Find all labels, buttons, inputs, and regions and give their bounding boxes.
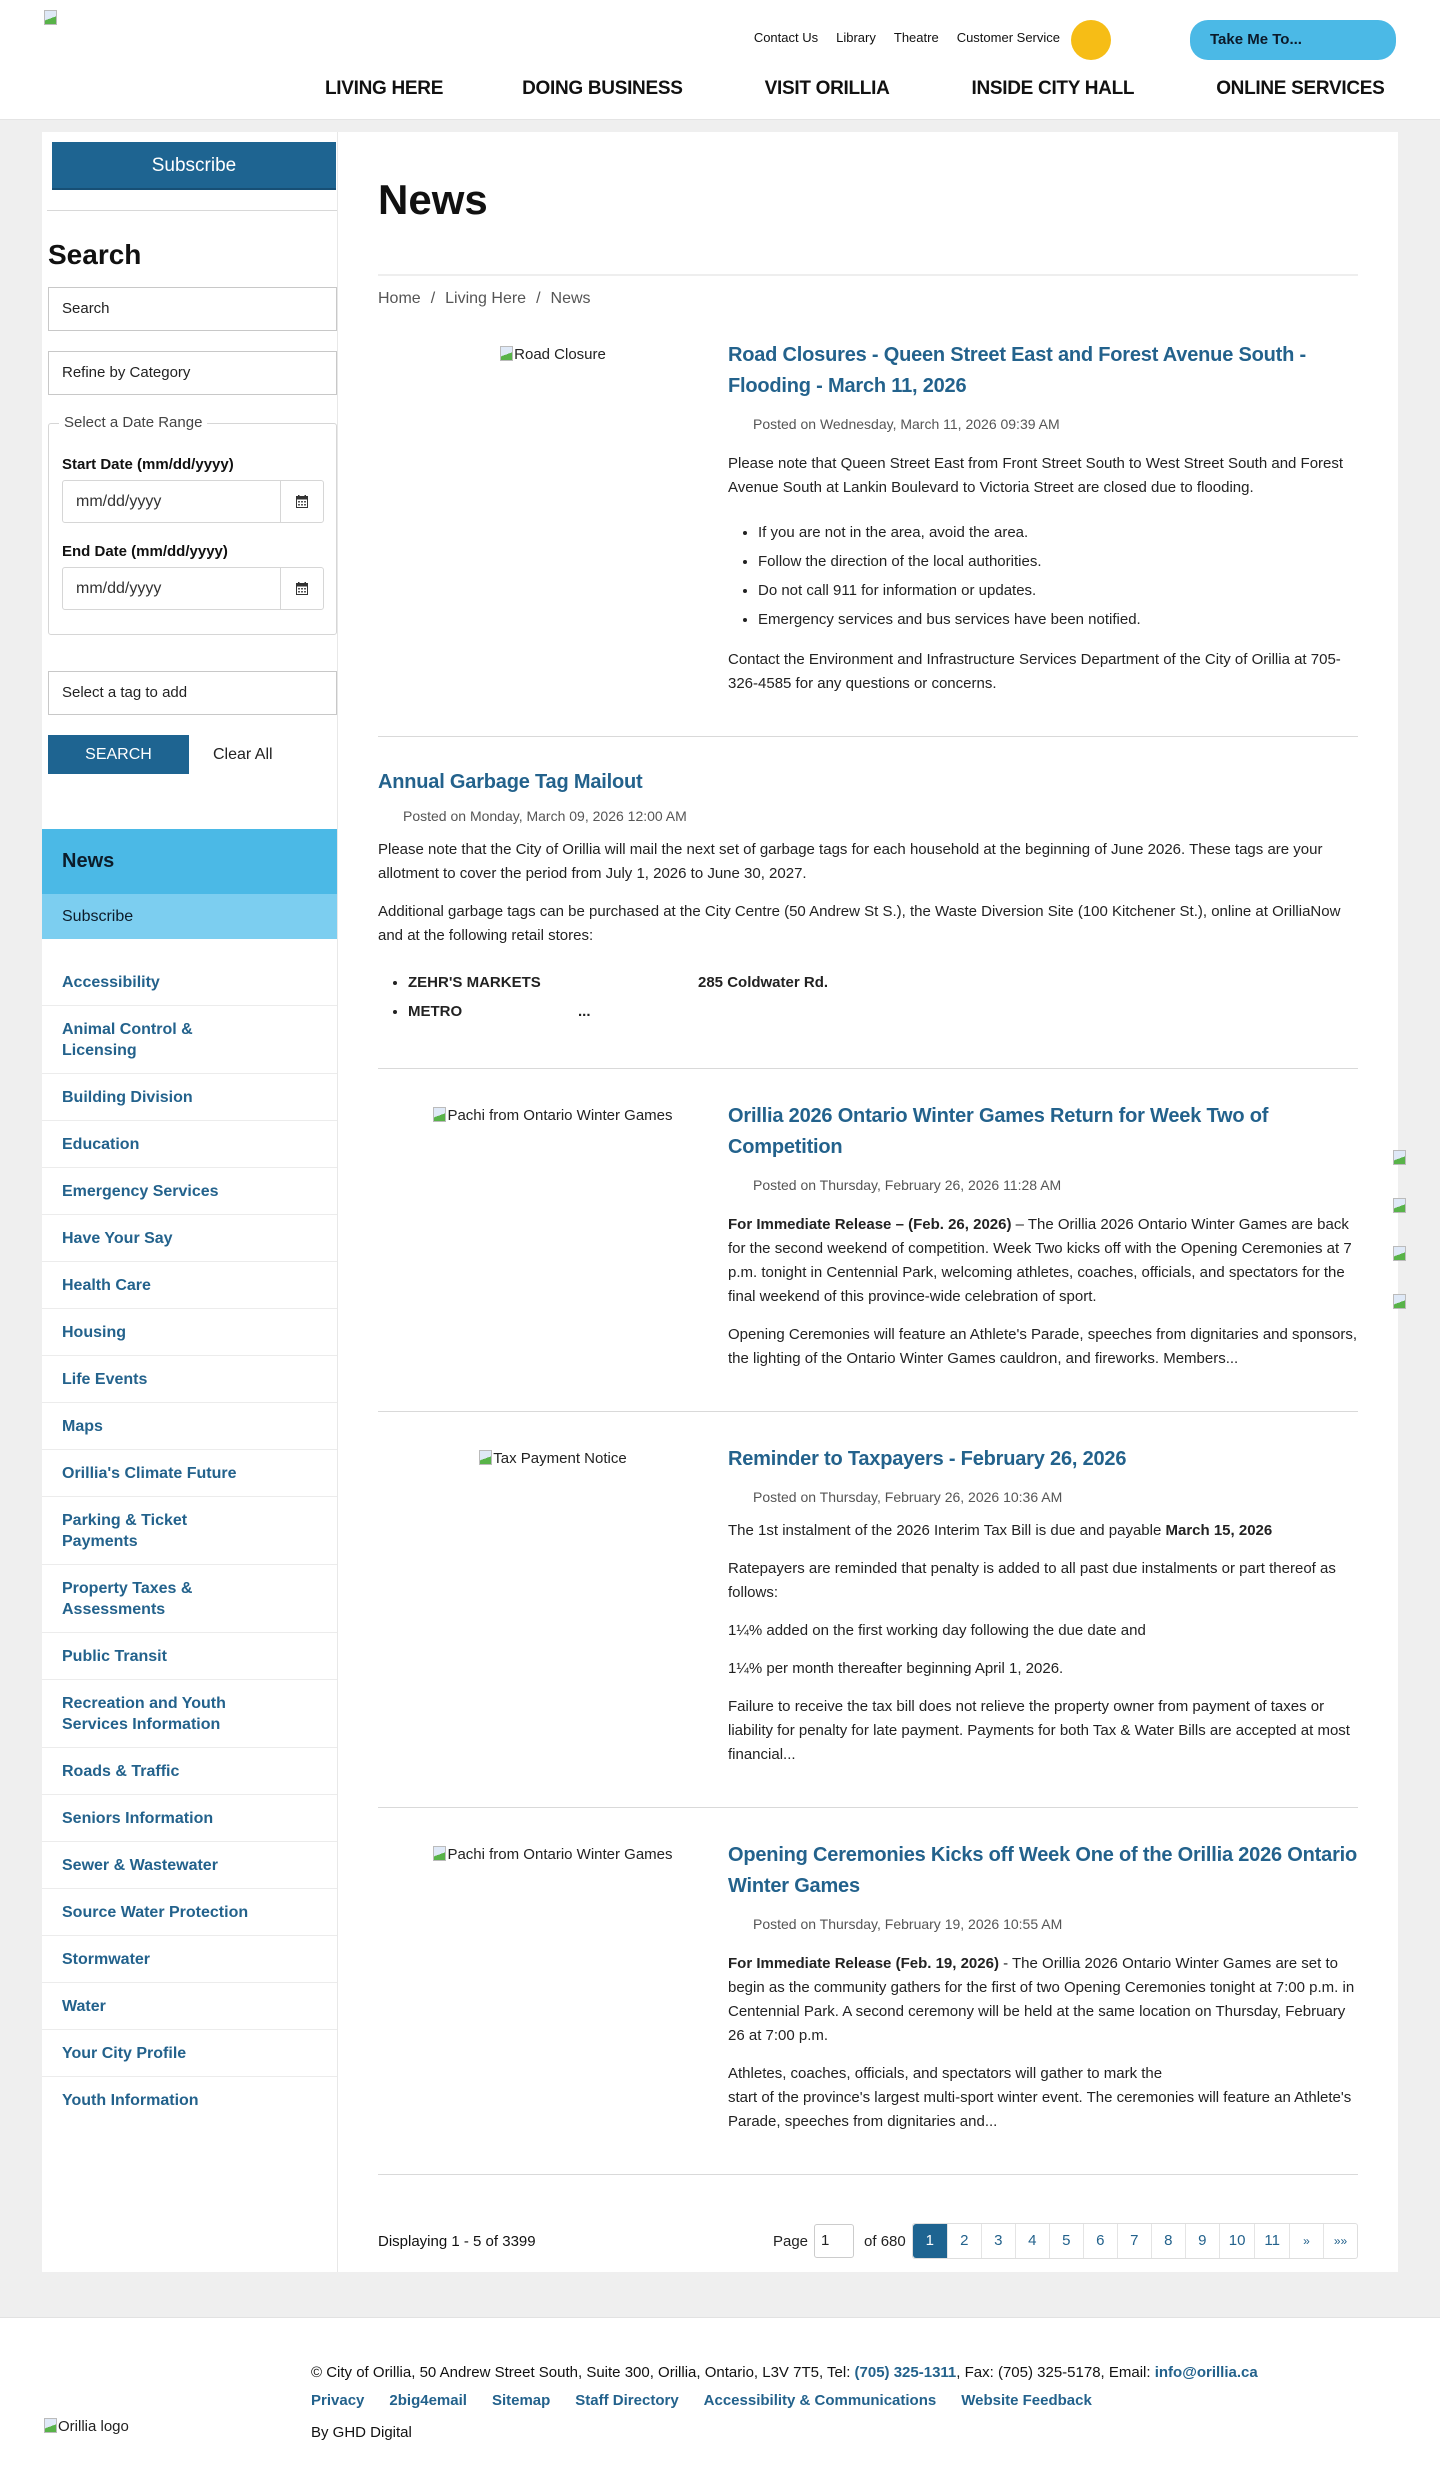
sidebar-item-maps[interactable]: Maps xyxy=(42,1403,337,1450)
article-title-link[interactable]: Orillia 2026 Ontario Winter Games Return for Week Two of Competition xyxy=(728,1105,1269,1158)
end-date-label: End Date (mm/dd/yyyy) xyxy=(62,543,228,560)
nav-doing-business[interactable]: DOING BUSINESS xyxy=(522,78,683,99)
broken-image-icon xyxy=(433,1846,446,1861)
share-icon[interactable] xyxy=(1393,1294,1406,1309)
breadcrumb-separator: / xyxy=(536,290,541,307)
calendar-icon[interactable] xyxy=(280,481,323,522)
article-title-link[interactable]: Road Closures - Queen Street East and Forest Avenue South - Flooding - March 11, 2026 xyxy=(728,344,1306,397)
search-heading: Search xyxy=(48,239,142,270)
sidebar-item-life-events[interactable]: Life Events xyxy=(42,1356,337,1403)
pagination-row xyxy=(378,2223,1358,2259)
sidebar xyxy=(42,132,338,2272)
article-paragraph: Athletes, coaches, officials, and spectators will gather to mark the start of the province's largest multi-sport winter event. The ceremonies will feature an Athlete's Parade, speeches from dignitaries and... xyxy=(728,2065,1352,2130)
list-item: • Do not call 911 for information or updates. xyxy=(758,576,1358,605)
util-link-theatre[interactable]: Theatre xyxy=(893,30,939,45)
util-link-library[interactable]: Library xyxy=(836,30,876,45)
category-select[interactable]: Refine by Category xyxy=(48,351,337,395)
last-page-icon[interactable]: »» xyxy=(1323,2224,1357,2258)
article-paragraph: 1¼% per month thereafter beginning April 1, 2026. xyxy=(728,1660,1064,1677)
sidebar-item-accessibility[interactable]: Accessibility xyxy=(42,959,337,1006)
footer-link-sitemap[interactable]: Sitemap xyxy=(491,2392,551,2409)
article-posted-date: Posted on Thursday, February 26, 2026 10:36 AM xyxy=(753,1489,1063,1505)
footer-logo[interactable]: Orillia logo xyxy=(44,2418,129,2435)
sidebar-item-have-your-say[interactable]: Have Your Say xyxy=(42,1215,337,1262)
breadcrumb-living-here[interactable]: Living Here xyxy=(445,290,527,307)
search-actions xyxy=(48,735,337,774)
start-date-label: Start Date (mm/dd/yyyy) xyxy=(62,456,234,473)
util-link-contact-us[interactable]: Contact Us xyxy=(753,30,819,45)
total-pages-label: of 680 xyxy=(864,2232,906,2250)
article-paragraph: Additional garbage tags can be purchased at the City Centre (50 Andrew St S.), the Waste Diversion Site (100 Kitchener St.), online at OrilliaNow and at the following retail stores: xyxy=(378,903,1341,944)
page-link[interactable]: 11 xyxy=(1254,2224,1289,2258)
footer-link-website-feedback[interactable]: Website Feedback xyxy=(961,2392,1092,2409)
breadcrumb-current: News xyxy=(550,290,591,307)
breadcrumb-home[interactable]: Home xyxy=(378,290,421,307)
page-links xyxy=(912,2223,1358,2259)
page-link[interactable]: 6 xyxy=(1083,2224,1117,2258)
article-paragraph: The 1st instalment of the 2026 Interim Tax Bill is due and payable March 15, 2026 xyxy=(728,1522,1273,1539)
article-paragraph: Failure to receive the tax bill does not relieve the property owner from payment of taxes or liability for penalty for late payment. Payments for both Tax & Water Bills are accepted at most financial... xyxy=(728,1698,1350,1763)
calendar-icon[interactable] xyxy=(280,568,323,609)
sidebar-section-heading[interactable]: News xyxy=(42,829,337,894)
footer-email-link[interactable]: info@orillia.ca xyxy=(1154,2364,1258,2381)
nav-living-here[interactable]: LIVING HERE xyxy=(325,78,444,99)
utility-nav xyxy=(754,30,1060,45)
news-article xyxy=(378,1069,1358,1412)
next-page-icon[interactable]: » xyxy=(1289,2224,1323,2258)
page-link[interactable]: 10 xyxy=(1219,2224,1255,2258)
footer-credit: By GHD Digital xyxy=(311,2424,412,2441)
sidebar-item-sewer-wastewater[interactable]: Sewer & Wastewater xyxy=(42,1842,337,1889)
sidebar-item-parking-ticket-payments[interactable]: Parking & Ticket Payments xyxy=(42,1497,337,1565)
site-footer xyxy=(0,2317,1440,2465)
content-container xyxy=(42,132,1398,2272)
footer-links xyxy=(311,2392,1092,2409)
footer-link-2big4email[interactable]: 2big4email xyxy=(389,2392,467,2409)
article-posted-date: Posted on Wednesday, March 11, 2026 09:39 AM xyxy=(753,416,1060,432)
share-icon[interactable] xyxy=(1393,1198,1406,1213)
article-paragraph: For Immediate Release (Feb. 19, 2026) - The Orillia 2026 Ontario Winter Games are set to begin as the community gathers for the first of two Opening Ceremonies tonight at 7:00 p.m. in Centennial Park. A second ceremony will be held at the same location on Thursday, February 26 at 7:00 p.m. xyxy=(728,1955,1355,2044)
breadcrumb xyxy=(378,290,1358,308)
article-posted-date: Posted on Thursday, February 19, 2026 10:55 AM xyxy=(753,1916,1063,1932)
broken-image-icon xyxy=(433,1107,446,1122)
article-bullet-list xyxy=(758,518,1358,634)
footer-phone-link[interactable]: (705) 325-1311 xyxy=(854,2364,957,2381)
site-header xyxy=(0,0,1440,120)
page-link[interactable]: 5 xyxy=(1049,2224,1083,2258)
page-link[interactable]: 8 xyxy=(1151,2224,1185,2258)
floating-share-bar xyxy=(1393,1150,1407,1309)
search-button[interactable]: SEARCH xyxy=(48,735,189,774)
list-item: • Emergency services and bus services have been notified. xyxy=(758,605,1358,634)
end-date-input[interactable]: mm/dd/yyyy xyxy=(76,580,162,597)
list-item: • If you are not in the area, avoid the area. xyxy=(758,518,1358,547)
page-link-current[interactable]: 1 xyxy=(913,2224,947,2258)
search-toggle-circle-icon[interactable] xyxy=(1071,20,1111,60)
sidebar-item-your-city-profile[interactable]: Your City Profile xyxy=(42,2030,337,2077)
article-title-link[interactable]: Annual Garbage Tag Mailout xyxy=(378,771,643,793)
nav-online-services[interactable]: ONLINE SERVICES xyxy=(1216,78,1385,99)
sidebar-item-public-transit[interactable]: Public Transit xyxy=(42,1633,337,1680)
page-title: News xyxy=(378,180,1358,276)
sidebar-item-animal-control[interactable]: Animal Control & Licensing xyxy=(42,1006,337,1074)
article-paragraph: Please note that the City of Orillia will mail the next set of garbage tags for each household at the beginning of June 2026. These tags are your allotment to cover the period from July 1, 2026 to June 30, 2027. xyxy=(378,841,1323,882)
search-input[interactable]: Search xyxy=(48,287,337,331)
nav-visit-orillia[interactable]: VISIT ORILLIA xyxy=(764,78,890,99)
page-link[interactable]: 3 xyxy=(981,2224,1015,2258)
breadcrumb-separator: / xyxy=(430,290,436,307)
article-paragraph: Please note that Queen Street East from Front Street South to West Street South and Forest Avenue South at Lankin Boulevard to Victoria Street are closed due to flooding. xyxy=(728,455,1344,496)
retail-store-list xyxy=(408,968,1358,1026)
news-article xyxy=(378,1412,1358,1808)
clear-all-button[interactable]: Clear All xyxy=(213,745,273,763)
article-thumbnail[interactable]: Pachi from Ontario Winter Games xyxy=(378,1101,728,1371)
broken-image-icon xyxy=(44,2418,57,2433)
footer-link-staff-directory[interactable]: Staff Directory xyxy=(575,2392,679,2409)
sidebar-item-health-care[interactable]: Health Care xyxy=(42,1262,337,1309)
sidebar-item-stormwater[interactable]: Stormwater xyxy=(42,1936,337,1983)
page-link[interactable]: 2 xyxy=(947,2224,981,2258)
share-icon[interactable] xyxy=(1393,1246,1406,1261)
sidebar-item-housing[interactable]: Housing xyxy=(42,1309,337,1356)
start-date-field[interactable] xyxy=(62,480,324,523)
article-paragraph: Ratepayers are reminded that penalty is added to all past due instalments or part thereof as follows: xyxy=(728,1560,1336,1601)
sidebar-item-recreation-youth[interactable]: Recreation and Youth Services Information xyxy=(42,1680,337,1748)
list-item: • Follow the direction of the local authorities. xyxy=(758,547,1358,576)
site-logo-image[interactable] xyxy=(44,10,57,25)
article-thumbnail[interactable]: Tax Payment Notice xyxy=(378,1444,728,1767)
main-nav xyxy=(325,78,1385,100)
share-icon[interactable] xyxy=(1393,1150,1406,1165)
broken-image-icon xyxy=(500,346,513,361)
sidebar-item-building-division[interactable]: Building Division xyxy=(42,1074,337,1121)
broken-image-icon xyxy=(479,1450,492,1465)
article-title-link[interactable]: Opening Ceremonies Kicks off Week One of the Orillia 2026 Ontario Winter Games xyxy=(728,1844,1358,1897)
news-article xyxy=(378,737,1358,1069)
article-title-link[interactable]: Reminder to Taxpayers - February 26, 2026 xyxy=(728,1448,1127,1470)
footer-contact-info: © City of Orillia, 50 Andrew Street South, Suite 300, Orillia, Ontario, L3V 7T5, Tel: (705) 325-1311, Fax: (705) 325-5178, Email: info@orillia.ca xyxy=(311,2364,1258,2381)
footer-link-accessibility[interactable]: Accessibility & Communications xyxy=(703,2392,937,2409)
date-range-fieldset xyxy=(48,414,337,635)
page-background xyxy=(0,120,1440,2317)
end-date-field[interactable] xyxy=(62,567,324,610)
sidebar-category-list xyxy=(42,959,337,2123)
article-paragraph: Opening Ceremonies will feature an Athlete's Parade, speeches from dignitaries and sponsors, the lighting of the Ontario Winter Games cauldron, and fireworks. Members... xyxy=(728,1326,1358,1367)
util-link-customer-service[interactable]: Customer Service xyxy=(956,30,1060,45)
page-link[interactable]: 7 xyxy=(1117,2224,1151,2258)
sidebar-item-water[interactable]: Water xyxy=(42,1983,337,2030)
sidebar-item-climate-future[interactable]: Orillia's Climate Future xyxy=(42,1450,337,1497)
page-link[interactable]: 9 xyxy=(1185,2224,1219,2258)
page-link[interactable]: 4 xyxy=(1015,2224,1049,2258)
page-label: Page xyxy=(772,2232,809,2250)
tag-select[interactable]: Select a tag to add xyxy=(48,671,337,715)
article-paragraph: Contact the Environment and Infrastructure Services Department of the City of Orillia at 705-326-4585 for any questions or concerns. xyxy=(728,651,1341,692)
date-range-legend: Select a Date Range xyxy=(59,414,207,431)
main-content xyxy=(338,132,1398,2272)
news-article xyxy=(378,308,1358,737)
list-item: • ZEHR'S MARKETS 285 Coldwater Rd. xyxy=(408,968,1358,997)
page-number-input[interactable]: 1 xyxy=(814,2224,854,2258)
sidebar-divider xyxy=(47,210,337,211)
sidebar-item-education[interactable]: Education xyxy=(42,1121,337,1168)
article-paragraph: For Immediate Release – (Feb. 26, 2026) – The Orillia 2026 Ontario Winter Games are back for the second weekend of competition. Week Two kicks off with the Opening Ceremonies at 7 p.m. tonight in Centennial Park, welcoming athletes, coaches, officials, and spectators for the final weekend of this province-wide celebration of sport. xyxy=(728,1216,1352,1305)
footer-link-privacy[interactable]: Privacy xyxy=(311,2392,365,2409)
sidebar-item-roads-traffic[interactable]: Roads & Traffic xyxy=(42,1748,337,1795)
article-posted-date: Posted on Thursday, February 26, 2026 11:28 AM xyxy=(753,1177,1062,1193)
article-thumbnail[interactable]: Pachi from Ontario Winter Games xyxy=(378,1840,728,2134)
article-thumbnail[interactable]: Road Closure xyxy=(378,340,728,696)
article-posted-date: Posted on Monday, March 09, 2026 12:00 AM xyxy=(403,808,687,824)
sidebar-item-emergency-services[interactable]: Emergency Services xyxy=(42,1168,337,1215)
news-article xyxy=(378,1808,1358,2175)
sidebar-item-property-taxes[interactable]: Property Taxes & Assessments xyxy=(42,1565,337,1633)
sidebar-item-youth-information[interactable]: Youth Information xyxy=(62,2092,199,2109)
results-count: Displaying 1 - 5 of 3399 xyxy=(378,2232,536,2250)
sidebar-item-source-water-protection[interactable]: Source Water Protection xyxy=(42,1889,337,1936)
pagination xyxy=(773,2223,1358,2259)
sidebar-subscribe-link[interactable]: Subscribe xyxy=(42,894,337,939)
article-paragraph: 1¼% added on the first working day following the due date and xyxy=(728,1622,1146,1639)
take-me-to-button[interactable]: Take Me To... xyxy=(1190,20,1396,60)
nav-inside-city-hall[interactable]: INSIDE CITY HALL xyxy=(971,78,1135,99)
list-item: • METRO ... xyxy=(408,997,1358,1026)
subscribe-button[interactable]: Subscribe xyxy=(52,142,336,190)
start-date-input[interactable]: mm/dd/yyyy xyxy=(76,493,162,510)
sidebar-item-seniors-information[interactable]: Seniors Information xyxy=(42,1795,337,1842)
